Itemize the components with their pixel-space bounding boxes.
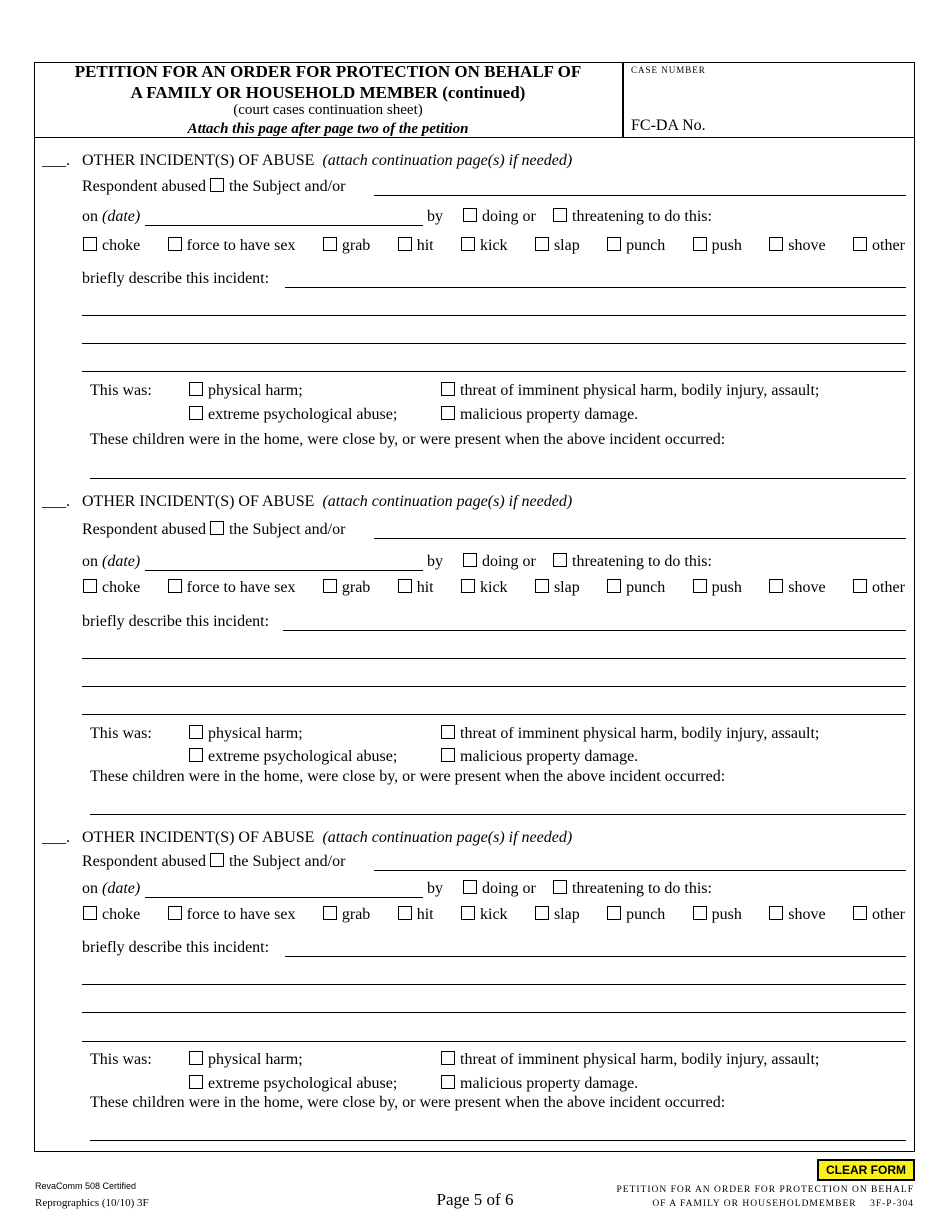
- property-damage-checkbox[interactable]: [441, 406, 455, 420]
- by-label: by: [427, 880, 443, 897]
- property-damage-label: malicious property damage.: [460, 406, 639, 423]
- case-number-label: CASE NUMBER: [631, 65, 706, 75]
- subject-checkbox[interactable]: [210, 521, 224, 535]
- footer-form-title-line2: OF A FAMILY OR HOUSEHOLDMEMBER 3F-P-304: [652, 1199, 914, 1209]
- act-label: choke: [102, 906, 141, 923]
- act-label: choke: [102, 237, 141, 254]
- item-number-field[interactable]: ___.: [42, 493, 70, 510]
- physical-harm-label: physical harm;: [208, 1051, 303, 1068]
- act-option: [853, 578, 905, 598]
- physical-harm-checkbox[interactable]: [189, 382, 203, 396]
- threat-harm-option: [441, 724, 819, 744]
- act-label: other: [872, 579, 905, 596]
- doing-option: [463, 552, 536, 572]
- act-label: choke: [102, 579, 141, 596]
- date-field[interactable]: [145, 225, 423, 226]
- act-checkbox[interactable]: [323, 579, 337, 593]
- physical-harm-option: [189, 1050, 303, 1070]
- act-checkbox[interactable]: [461, 579, 475, 593]
- physical-harm-label: physical harm;: [208, 725, 303, 742]
- clear-form-button[interactable]: CLEAR FORM: [817, 1159, 915, 1181]
- doing-checkbox[interactable]: [463, 880, 477, 894]
- psych-abuse-checkbox[interactable]: [189, 1075, 203, 1089]
- act-option: [83, 578, 140, 598]
- act-option: [853, 236, 905, 256]
- act-label: slap: [553, 906, 580, 923]
- form-instruction: Attach this page after page two of the petition: [187, 121, 469, 137]
- psych-abuse-option: [189, 405, 397, 425]
- threatening-option: [553, 207, 712, 227]
- threat-harm-label: threat of imminent physical harm, bodily injury, assault;: [460, 382, 820, 399]
- act-option: [693, 578, 742, 598]
- by-label: by: [427, 208, 443, 225]
- act-checkbox[interactable]: [323, 237, 337, 251]
- form-body-box: [34, 138, 915, 1152]
- doing-label: doing or: [482, 553, 536, 570]
- threatening-label: threatening to do this:: [572, 208, 712, 225]
- describe-line[interactable]: [82, 1012, 906, 1013]
- on-date-label: [82, 879, 140, 899]
- act-checkbox[interactable]: [769, 237, 783, 251]
- this-was-label: This was:: [90, 382, 152, 399]
- act-option: [461, 905, 508, 925]
- respondent-row: [82, 852, 345, 872]
- children-label: These children were in the home, were close by, or were present when the above incident occurred:: [90, 1094, 726, 1111]
- act-checkbox[interactable]: [168, 237, 182, 251]
- act-option: [168, 236, 296, 256]
- respondent-others-field[interactable]: [374, 538, 906, 539]
- threatening-checkbox[interactable]: [553, 208, 567, 222]
- date-label: (date): [102, 208, 141, 225]
- property-damage-option: [441, 405, 638, 425]
- act-checkbox-row: [83, 905, 905, 925]
- date-label: (date): [102, 880, 141, 897]
- act-checkbox[interactable]: [853, 579, 867, 593]
- act-label: shove: [788, 237, 826, 254]
- act-checkbox[interactable]: [83, 237, 97, 251]
- by-label: by: [427, 553, 443, 570]
- psych-abuse-option: [189, 747, 397, 767]
- reprographics-label: Reprographics (10/10) 3F: [35, 1197, 149, 1209]
- act-option: [461, 236, 508, 256]
- physical-harm-checkbox[interactable]: [189, 725, 203, 739]
- act-label: push: [711, 906, 742, 923]
- act-label: kick: [480, 579, 508, 596]
- case-number-field[interactable]: FC-DA No.: [631, 117, 706, 134]
- act-checkbox[interactable]: [83, 906, 97, 920]
- psych-abuse-checkbox[interactable]: [189, 406, 203, 420]
- act-checkbox[interactable]: [168, 906, 182, 920]
- threatening-checkbox[interactable]: [553, 553, 567, 567]
- act-option: [693, 236, 742, 256]
- describe-label: briefly describe this incident:: [82, 939, 270, 956]
- date-label: (date): [102, 553, 141, 570]
- heading-note: (attach continuation page(s) if needed): [322, 829, 573, 846]
- item-number-field[interactable]: ___.: [42, 829, 70, 846]
- threatening-label: threatening to do this:: [572, 880, 712, 897]
- act-option: [168, 578, 296, 598]
- act-label: grab: [341, 237, 371, 254]
- act-option: [461, 578, 508, 598]
- heading-text: OTHER INCIDENT(S) OF ABUSE: [82, 829, 315, 846]
- threat-harm-checkbox[interactable]: [441, 382, 455, 396]
- act-option: [83, 236, 140, 256]
- heading-note: (attach continuation page(s) if needed): [322, 493, 573, 510]
- threatening-checkbox[interactable]: [553, 880, 567, 894]
- section-heading: [82, 828, 572, 848]
- act-option: [398, 905, 434, 925]
- act-option: [535, 905, 580, 925]
- respondent-label: Respondent abused: [82, 178, 206, 195]
- physical-harm-label: physical harm;: [208, 382, 303, 399]
- respondent-label: Respondent abused: [82, 521, 206, 538]
- act-checkbox[interactable]: [853, 906, 867, 920]
- psych-abuse-label: extreme psychological abuse;: [208, 748, 398, 765]
- on-date-label: [82, 207, 140, 227]
- act-checkbox[interactable]: [693, 906, 707, 920]
- section-heading: [82, 151, 572, 171]
- physical-harm-option: [189, 381, 303, 401]
- act-label: grab: [341, 906, 371, 923]
- threat-harm-checkbox[interactable]: [441, 1051, 455, 1065]
- subject-label: the Subject and/or: [228, 521, 346, 538]
- act-option: [323, 236, 370, 256]
- describe-line[interactable]: [82, 343, 906, 344]
- property-damage-checkbox[interactable]: [441, 748, 455, 762]
- act-checkbox[interactable]: [398, 906, 412, 920]
- act-label: slap: [553, 579, 580, 596]
- act-option: [769, 236, 825, 256]
- act-checkbox[interactable]: [769, 579, 783, 593]
- this-was-label: This was:: [90, 725, 152, 742]
- act-label: punch: [626, 579, 666, 596]
- act-checkbox[interactable]: [607, 906, 621, 920]
- header-divider: [622, 62, 624, 138]
- footer-form-title-line1: PETITION FOR AN ORDER FOR PROTECTION ON BEHALF: [616, 1185, 914, 1195]
- act-option: [607, 578, 665, 598]
- children-field[interactable]: [90, 814, 906, 815]
- psych-abuse-option: [189, 1074, 397, 1094]
- describe-line[interactable]: [82, 658, 906, 659]
- property-damage-label: malicious property damage.: [460, 1075, 639, 1092]
- physical-harm-checkbox[interactable]: [189, 1051, 203, 1065]
- on-label: on: [82, 880, 98, 897]
- act-label: hit: [416, 906, 434, 923]
- act-label: push: [711, 579, 742, 596]
- act-checkbox[interactable]: [607, 237, 621, 251]
- act-checkbox[interactable]: [168, 579, 182, 593]
- respondent-row: [82, 177, 345, 197]
- describe-label: briefly describe this incident:: [82, 613, 270, 630]
- act-label: kick: [480, 237, 508, 254]
- threatening-option: [553, 552, 712, 572]
- describe-line[interactable]: [82, 315, 906, 316]
- act-checkbox[interactable]: [398, 579, 412, 593]
- act-checkbox-row: [83, 236, 905, 256]
- property-damage-option: [441, 747, 638, 767]
- act-option: [535, 578, 580, 598]
- describe-line[interactable]: [82, 1041, 906, 1042]
- form-title-line2: A FAMILY OR HOUSEHOLD MEMBER (continued): [130, 83, 526, 102]
- act-label: kick: [480, 906, 508, 923]
- threatening-option: [553, 879, 712, 899]
- describe-line[interactable]: [285, 287, 906, 288]
- date-field[interactable]: [145, 897, 423, 898]
- psych-abuse-label: extreme psychological abuse;: [208, 1075, 398, 1092]
- doing-label: doing or: [482, 208, 536, 225]
- act-option: [83, 905, 140, 925]
- act-label: shove: [788, 906, 826, 923]
- respondent-label: Respondent abused: [82, 853, 206, 870]
- act-checkbox[interactable]: [853, 237, 867, 251]
- act-label: slap: [553, 237, 580, 254]
- children-field[interactable]: [90, 1140, 906, 1141]
- physical-harm-option: [189, 724, 303, 744]
- act-option: [607, 236, 665, 256]
- certified-label: RevaComm 508 Certified: [35, 1181, 137, 1191]
- act-checkbox[interactable]: [535, 237, 549, 251]
- act-label: force to have sex: [186, 237, 296, 254]
- children-field[interactable]: [90, 478, 906, 479]
- act-option: [398, 236, 434, 256]
- describe-line[interactable]: [82, 371, 906, 372]
- act-label: hit: [416, 579, 434, 596]
- act-label: shove: [788, 579, 826, 596]
- form-subtitle: (court cases continuation sheet): [233, 102, 423, 118]
- subject-label: the Subject and/or: [228, 853, 346, 870]
- describe-line[interactable]: [82, 984, 906, 985]
- act-label: other: [872, 237, 905, 254]
- act-option: [535, 236, 580, 256]
- act-checkbox[interactable]: [535, 579, 549, 593]
- date-field[interactable]: [145, 570, 423, 571]
- heading-text: OTHER INCIDENT(S) OF ABUSE: [82, 493, 315, 510]
- act-label: grab: [341, 579, 371, 596]
- subject-checkbox[interactable]: [210, 178, 224, 192]
- on-label: on: [82, 208, 98, 225]
- act-option: [168, 905, 296, 925]
- property-damage-checkbox[interactable]: [441, 1075, 455, 1089]
- threat-harm-option: [441, 381, 819, 401]
- act-checkbox[interactable]: [607, 579, 621, 593]
- psych-abuse-label: extreme psychological abuse;: [208, 406, 398, 423]
- describe-line[interactable]: [82, 714, 906, 715]
- describe-line[interactable]: [82, 686, 906, 687]
- act-option: [323, 905, 370, 925]
- act-option: [853, 905, 905, 925]
- act-label: force to have sex: [186, 906, 296, 923]
- act-label: other: [872, 906, 905, 923]
- threat-harm-label: threat of imminent physical harm, bodily injury, assault;: [460, 1051, 820, 1068]
- psych-abuse-checkbox[interactable]: [189, 748, 203, 762]
- act-checkbox[interactable]: [693, 579, 707, 593]
- act-checkbox[interactable]: [83, 579, 97, 593]
- doing-checkbox[interactable]: [463, 553, 477, 567]
- form-title-line1: PETITION FOR AN ORDER FOR PROTECTION ON BEHALF OF: [74, 62, 582, 81]
- act-label: hit: [416, 237, 434, 254]
- act-option: [769, 905, 825, 925]
- heading-note: (attach continuation page(s) if needed): [322, 152, 573, 169]
- describe-label: briefly describe this incident:: [82, 270, 270, 287]
- item-number-field[interactable]: ___.: [42, 152, 70, 169]
- doing-label: doing or: [482, 880, 536, 897]
- property-damage-option: [441, 1074, 638, 1094]
- section-heading: [82, 492, 572, 512]
- act-checkbox[interactable]: [693, 237, 707, 251]
- doing-checkbox[interactable]: [463, 208, 477, 222]
- act-option: [769, 578, 825, 598]
- act-checkbox[interactable]: [535, 906, 549, 920]
- act-label: push: [711, 237, 742, 254]
- doing-option: [463, 207, 536, 227]
- on-date-label: [82, 552, 140, 572]
- act-option: [693, 905, 742, 925]
- doing-option: [463, 879, 536, 899]
- page-number: Page 5 of 6: [436, 1190, 514, 1209]
- describe-line[interactable]: [283, 630, 906, 631]
- act-option: [323, 578, 370, 598]
- act-label: punch: [626, 237, 666, 254]
- threat-harm-option: [441, 1050, 819, 1070]
- respondent-others-field[interactable]: [374, 870, 906, 871]
- property-damage-label: malicious property damage.: [460, 748, 639, 765]
- act-label: punch: [626, 906, 666, 923]
- act-label: force to have sex: [186, 579, 296, 596]
- heading-text: OTHER INCIDENT(S) OF ABUSE: [82, 152, 315, 169]
- respondent-others-field[interactable]: [374, 195, 906, 196]
- this-was-label: This was:: [90, 1051, 152, 1068]
- act-checkbox[interactable]: [398, 237, 412, 251]
- subject-checkbox[interactable]: [210, 853, 224, 867]
- subject-label: the Subject and/or: [228, 178, 346, 195]
- act-checkbox[interactable]: [323, 906, 337, 920]
- threat-harm-checkbox[interactable]: [441, 725, 455, 739]
- children-label: These children were in the home, were close by, or were present when the above incident occurred:: [90, 431, 726, 448]
- act-option: [398, 578, 434, 598]
- respondent-row: [82, 520, 345, 540]
- act-option: [607, 905, 665, 925]
- children-label: These children were in the home, were close by, or were present when the above incident occurred:: [90, 768, 726, 785]
- describe-line[interactable]: [285, 956, 906, 957]
- act-checkbox[interactable]: [769, 906, 783, 920]
- threatening-label: threatening to do this:: [572, 553, 712, 570]
- act-checkbox[interactable]: [461, 906, 475, 920]
- act-checkbox-row: [83, 578, 905, 598]
- threat-harm-label: threat of imminent physical harm, bodily injury, assault;: [460, 725, 820, 742]
- act-checkbox[interactable]: [461, 237, 475, 251]
- on-label: on: [82, 553, 98, 570]
